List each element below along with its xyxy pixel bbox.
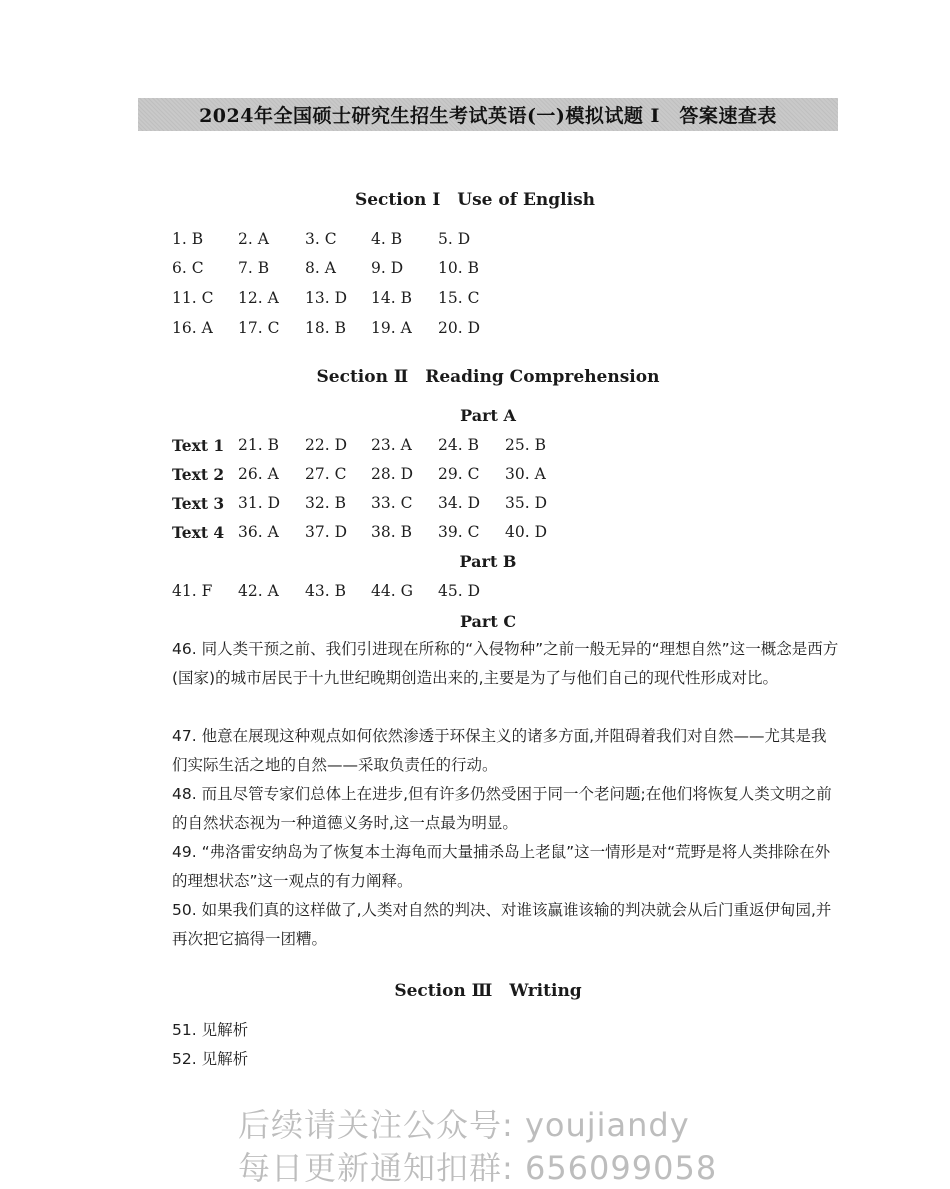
translation-47: 47. 他意在展现这种观点如何依然渗透于环保主义的诸多方面,并阻碍着我们对自然——尤其是我们实际生活之地的自然——采取负责任的行动。 (172, 727, 827, 774)
answer-item: 21. B (238, 436, 279, 454)
translation-46: 46. 同人类干预之前、我们引进现在所称的“入侵物种”之前一般无异的“理想自然”这一概念是西方(国家)的城市居民于十九世纪晚期创造出来的,主要是为了与他们自己的现代性形成对比。 (172, 640, 839, 687)
answer-item: 4. B (371, 230, 403, 248)
answer-item: 13. D (305, 289, 348, 307)
answer-item: 25. B (505, 436, 546, 454)
text-label: Text 3 (172, 494, 225, 513)
answer-item: 33. C (371, 494, 413, 512)
answer-item: 27. C (305, 465, 347, 483)
translation-49: 49. “弗洛雷安纳岛为了恢复本土海龟而大量捕杀岛上老鼠”这一情形是对“荒野是将人类排除在外的理想状态”这一观点的有力阐释。 (172, 843, 831, 890)
answer-item: 30. A (505, 465, 546, 483)
answer-item: 37. D (305, 523, 348, 541)
section-1-heading: Section Ⅰ Use of English (354, 190, 596, 210)
answer-item: 10. B (438, 259, 479, 277)
answer-item: 29. C (438, 465, 480, 483)
answer-item: 38. B (371, 523, 412, 541)
answer-item: 5. D (438, 230, 471, 248)
answer-45: 45. D (438, 582, 481, 600)
answer-key-title-banner (138, 98, 838, 131)
answer-item: 11. C (172, 289, 214, 307)
answer-item: 24. B (438, 436, 479, 454)
answer-item: 23. A (371, 436, 412, 454)
writing-item-52: 52. 见解析 (172, 1050, 249, 1068)
answer-item: 18. B (305, 319, 346, 337)
answer-item: 22. D (305, 436, 348, 454)
page-title: 2024年全国硕士研究生招生考试英语(一)模拟试题 I 答案速查表 (199, 105, 777, 127)
answer-item: 39. C (438, 523, 480, 541)
answer-item: 2. A (238, 230, 269, 248)
writing-item-51: 51. 见解析 (172, 1021, 249, 1039)
part-c-heading: Part C (459, 612, 517, 631)
answer-item: 32. B (305, 494, 346, 512)
answer-41: 41. F (172, 582, 213, 600)
answer-item: 31. D (238, 494, 281, 512)
answer-42: 42. A (238, 582, 279, 600)
answer-item: 16. A (172, 319, 213, 337)
answer-item: 7. B (238, 259, 270, 277)
answer-item: 34. D (438, 494, 481, 512)
section-3-heading: Section Ⅲ Writing (394, 981, 582, 1001)
answer-44: 44. G (371, 582, 413, 600)
translation-50: 50. 如果我们真的这样做了,人类对自然的判决、对谁该赢谁该输的判决就会从后门重返伊甸园,并再次把它搞得一团糟。 (172, 901, 832, 948)
translation-48: 48. 而且尽管专家们总体上在进步,但有许多仍然受困于同一个老问题;在他们将恢复人类文明之前的自然状态视为一种道德义务时,这一点最为明显。 (172, 785, 832, 832)
answer-item: 8. A (305, 259, 336, 277)
answer-item: 1. B (172, 230, 204, 248)
answer-item: 14. B (371, 289, 412, 307)
answer-item: 19. A (371, 319, 412, 337)
answer-item: 15. C (438, 289, 480, 307)
answer-item: 26. A (238, 465, 279, 483)
answer-item: 9. D (371, 259, 404, 277)
answer-item: 28. D (371, 465, 414, 483)
answer-43: 43. B (305, 582, 346, 600)
footer-group-notice: 每日更新通知扣群: 656099058 (238, 1149, 718, 1187)
text-label: Text 1 (172, 436, 225, 455)
answer-item: 6. C (172, 259, 204, 277)
answer-item: 20. D (438, 319, 481, 337)
answer-item: 3. C (305, 230, 337, 248)
part-a-heading: Part A (460, 406, 516, 425)
section-2-heading: Section Ⅱ Reading Comprehension (316, 367, 660, 387)
footer-follow-notice: 后续请关注公众号: youjiandy (238, 1106, 690, 1144)
text-label: Text 4 (172, 523, 225, 542)
text-label: Text 2 (172, 465, 225, 484)
answer-item: 17. C (238, 319, 280, 337)
answer-item: 35. D (505, 494, 548, 512)
answer-item: 36. A (238, 523, 279, 541)
part-b-heading: Part B (459, 552, 517, 571)
answer-item: 40. D (505, 523, 548, 541)
answer-item: 12. A (238, 289, 279, 307)
